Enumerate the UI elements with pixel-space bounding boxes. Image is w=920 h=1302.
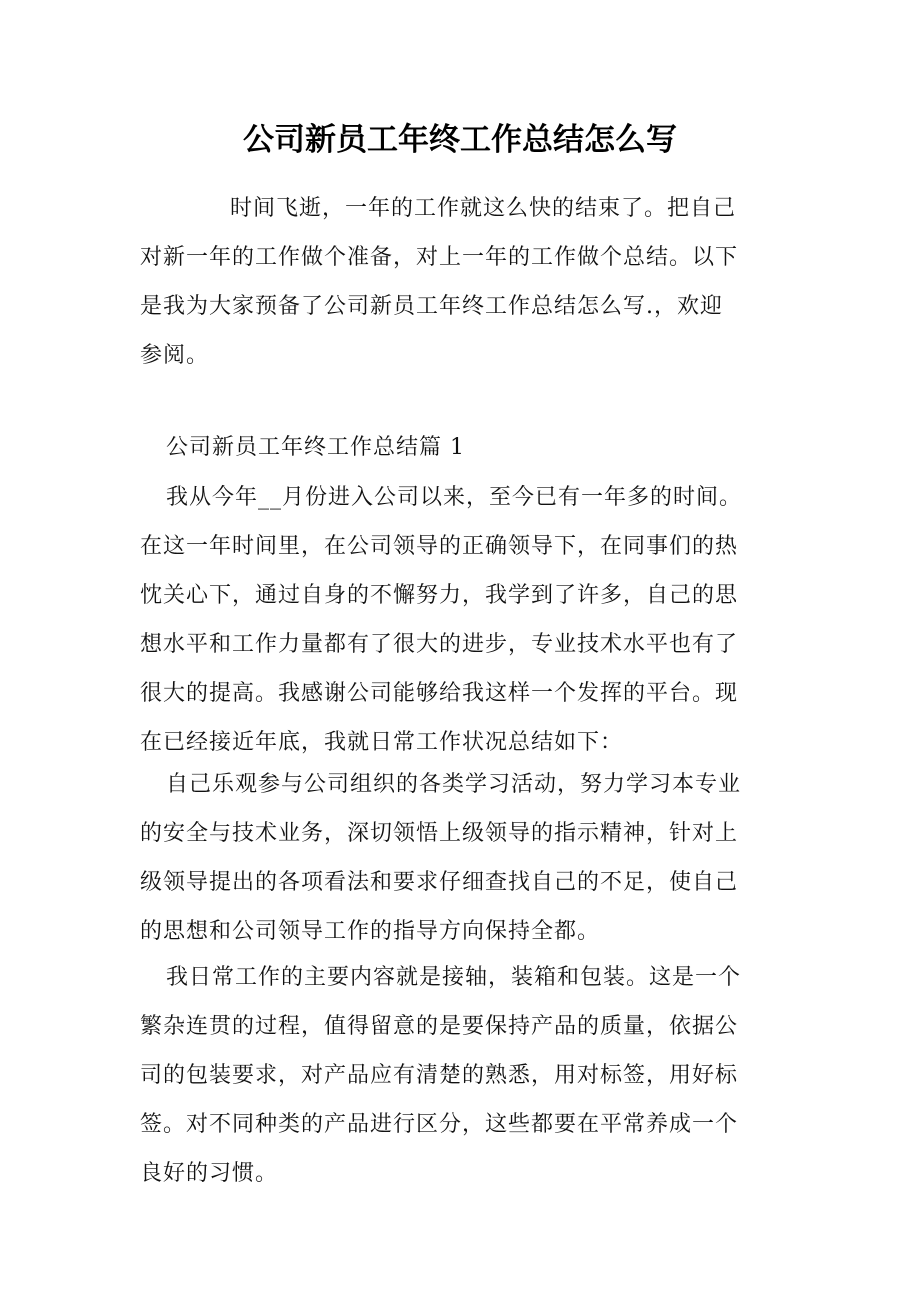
paragraph-line: 忱关心下，通过自身的不懈努力，我学到了许多，自己的思 bbox=[140, 583, 739, 608]
body-paragraph-3 bbox=[140, 953, 741, 1198]
intro-line: 对新一年的工作做个准备，对上一年的工作做个总结。以下 bbox=[140, 245, 739, 270]
paragraph-line: 自己乐观参与公司组织的各类学习活动，努力学习本专业 bbox=[166, 772, 742, 797]
paragraph-line: 的思想和公司领导工作的指导方向保持全都。 bbox=[140, 919, 601, 944]
body-paragraph-1 bbox=[140, 473, 742, 767]
paragraph-line: 签。对不同种类的产品进行区分，这些都要在平常养成一个 bbox=[140, 1112, 739, 1137]
paragraph-line: 我从今年__月份进入公司以来，至今已有一年多的时间。 bbox=[166, 485, 743, 510]
paragraph-line: 在这一年时间里，在公司领导的正确领导下，在同事们的热 bbox=[140, 534, 739, 559]
paragraph-line: 繁杂连贯的过程，值得留意的是要保持产品的质量，依据公 bbox=[140, 1014, 739, 1039]
paragraph-line: 在已经接近年底，我就日常工作状况总结如下： bbox=[140, 730, 624, 755]
intro-line: 是我为大家预备了公司新员工年终工作总结怎么写.，欢迎 bbox=[140, 294, 723, 319]
body-paragraph-2 bbox=[140, 760, 741, 956]
paragraph-line: 级领导提出的各项看法和要求仔细查找自己的不足，使自己 bbox=[140, 870, 739, 895]
intro-line: 时间飞逝，一年的工作就这么快的结束了。把自己 bbox=[230, 196, 737, 221]
paragraph-line: 的安全与技术业务，深切领悟上级领导的指示精神，针对上 bbox=[140, 821, 739, 846]
paragraph-line: 良好的习惯。 bbox=[140, 1161, 279, 1186]
section-heading: 公司新员工年终工作总结篇 1 bbox=[166, 435, 465, 460]
paragraph-line: 我日常工作的主要内容就是接轴，装箱和包装。这是一个 bbox=[166, 965, 742, 990]
intro-line: 参阅。 bbox=[140, 343, 210, 368]
paragraph-line: 想水平和工作力量都有了很大的进步，专业技术水平也有了 bbox=[140, 632, 739, 657]
intro-paragraph bbox=[140, 184, 738, 380]
paragraph-line: 司的包装要求，对产品应有清楚的熟悉，用对标签，用好标 bbox=[140, 1063, 739, 1088]
paragraph-line: 很大的提高。我感谢公司能够给我这样一个发挥的平台。现 bbox=[140, 681, 739, 706]
document-title: 公司新员工年终工作总结怎么写 bbox=[243, 122, 677, 158]
